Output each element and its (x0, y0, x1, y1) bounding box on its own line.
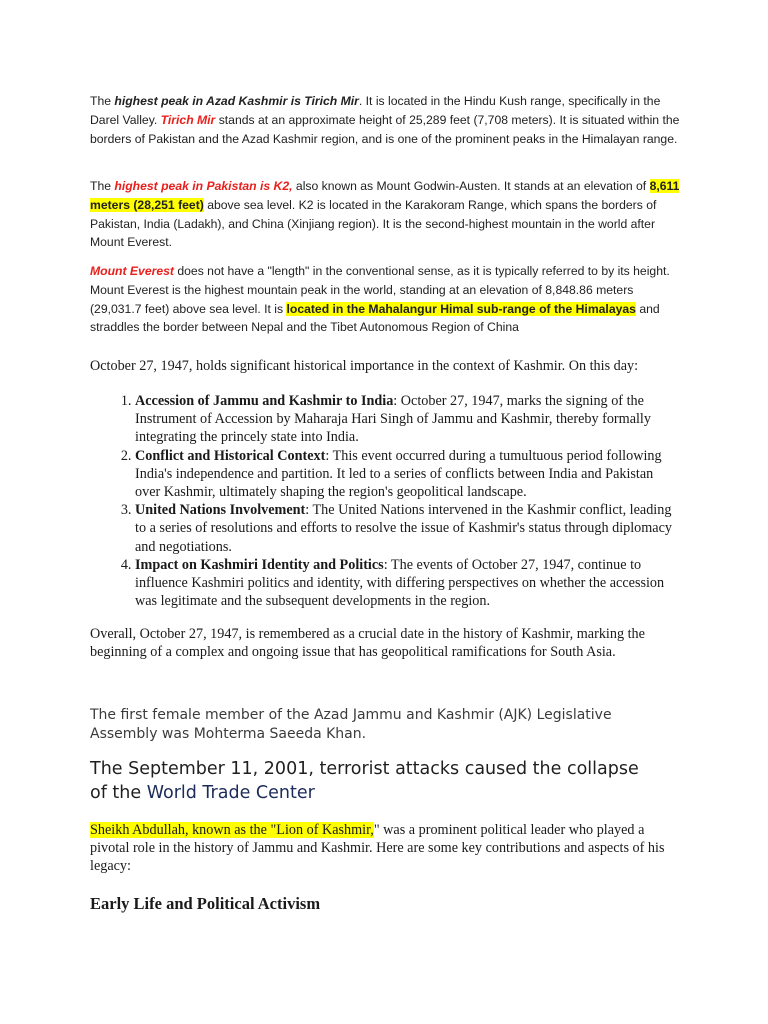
numbered-list (90, 392, 680, 610)
text-run: and straddles the border between Nepal and the Tibet Autonomous Region of China (90, 301, 660, 335)
highlighted-text: 8,611 meters (28,251 feet) (90, 179, 680, 212)
text-run: " was a prominent political leader who played a pivotal role in the history of Jammu and Kashmir. Here are some key contributions and aspects of his legacy: (90, 822, 665, 875)
list-item (135, 556, 680, 611)
list-item-text: : The events of October 27, 1947, continue to influence Kashmiri politics and identity, with differing perspectives on whether the accession was legitimate and the subsequent developments in the region. (135, 556, 665, 610)
paragraph-sheikh-abdullah (90, 821, 680, 876)
list-item-text: : This event occurred during a tumultuous period following India's independence and partition. It led to a series of conflicts between India and Pakistan over Kashmir, ultimately shaping the region's geopolitical landscape. (135, 447, 662, 501)
text-run-red: highest peak in Pakistan is K2, (114, 179, 293, 193)
list-item (135, 501, 680, 556)
text-run: The (90, 179, 115, 193)
highlighted-text: located in the Mahalangur Himal sub-range of the Himalayas (286, 301, 636, 316)
heading-early-life: Early Life and Political Activism (90, 894, 321, 913)
text-run: stands at an approximate height of 25,289 feet (7,708 meters). It is situated within the borders of Pakistan and the Azad Kashmir region, and is one of the prominent peaks in the Himalayan range. (90, 112, 680, 146)
text-run: above sea level. K2 is located in the Karakoram Range, which spans the borders of Pakistan, India (Ladakh), and China (Xinjiang region). It is the second-highest mountain in the world after Mount Everest. (90, 197, 657, 250)
text-run: also known as Mount Godwin-Austen. It stands at an elevation of (292, 179, 650, 193)
highlighted-text: Sheikh Abdullah, known as the "Lion of Kashmir, (90, 822, 374, 838)
paragraph-female-member: The first female member of the Azad Jammu and Kashmir (AJK) Legislative Assembly was Mohterma Saeeda Khan. (90, 707, 612, 742)
paragraph-everest (90, 262, 680, 337)
text-run-red: Mount Everest (90, 264, 174, 278)
paragraph-october-intro: October 27, 1947, holds significant historical importance in the context of Kashmir. On this day: (90, 358, 639, 374)
paragraph-overall: Overall, October 27, 1947, is remembered as a crucial date in the history of Kashmir, marking the beginning of a complex and ongoing issue that has geopolitical ramifications for South Asia. (90, 626, 645, 661)
text-run: The (90, 94, 115, 108)
list-item-title: Conflict and Historical Context (135, 447, 326, 464)
list-item-text: : The United Nations intervened in the Kashmir conflict, leading to a series of resolutions and efforts to resolve the issue of Kashmir's status through diplomacy and negotiations. (135, 502, 672, 555)
text-run-bold-italic: highest peak in Azad Kashmir is Tirich Mir (114, 94, 359, 108)
paragraph-tirich-mir (90, 92, 680, 148)
list-item (135, 447, 680, 502)
text-run: does not have a "length" in the conventional sense, as it is typically referred to by its height. Mount Everest is the highest mountain peak in the world, standing at an elevation of 8,848.86 meters (29,031.7 feet) above sea level. It is (90, 264, 670, 316)
list-item-title: Impact on Kashmiri Identity and Politics (135, 556, 384, 573)
list-item-title: United Nations Involvement (135, 502, 306, 519)
list-item-title: Accession of Jammu and Kashmir to India (135, 393, 394, 409)
text-run: . It is located in the Hindu Kush range, specifically in the Darel Valley. (90, 94, 661, 127)
world-trade-center-link[interactable]: World Trade Center (146, 783, 315, 803)
list-item (135, 392, 680, 447)
text-run-red: Tirich Mir (160, 112, 216, 127)
paragraph-k2 (90, 177, 680, 252)
text-run: The September 11, 2001, terrorist attacks caused the collapse of the (90, 759, 639, 803)
paragraph-wtc (90, 757, 650, 805)
list-item-text: : October 27, 1947, marks the signing of the Instrument of Accession by Maharaja Hari Singh of Jammu and Kashmir, thereby formally integrating the princely state into India. (135, 393, 651, 446)
